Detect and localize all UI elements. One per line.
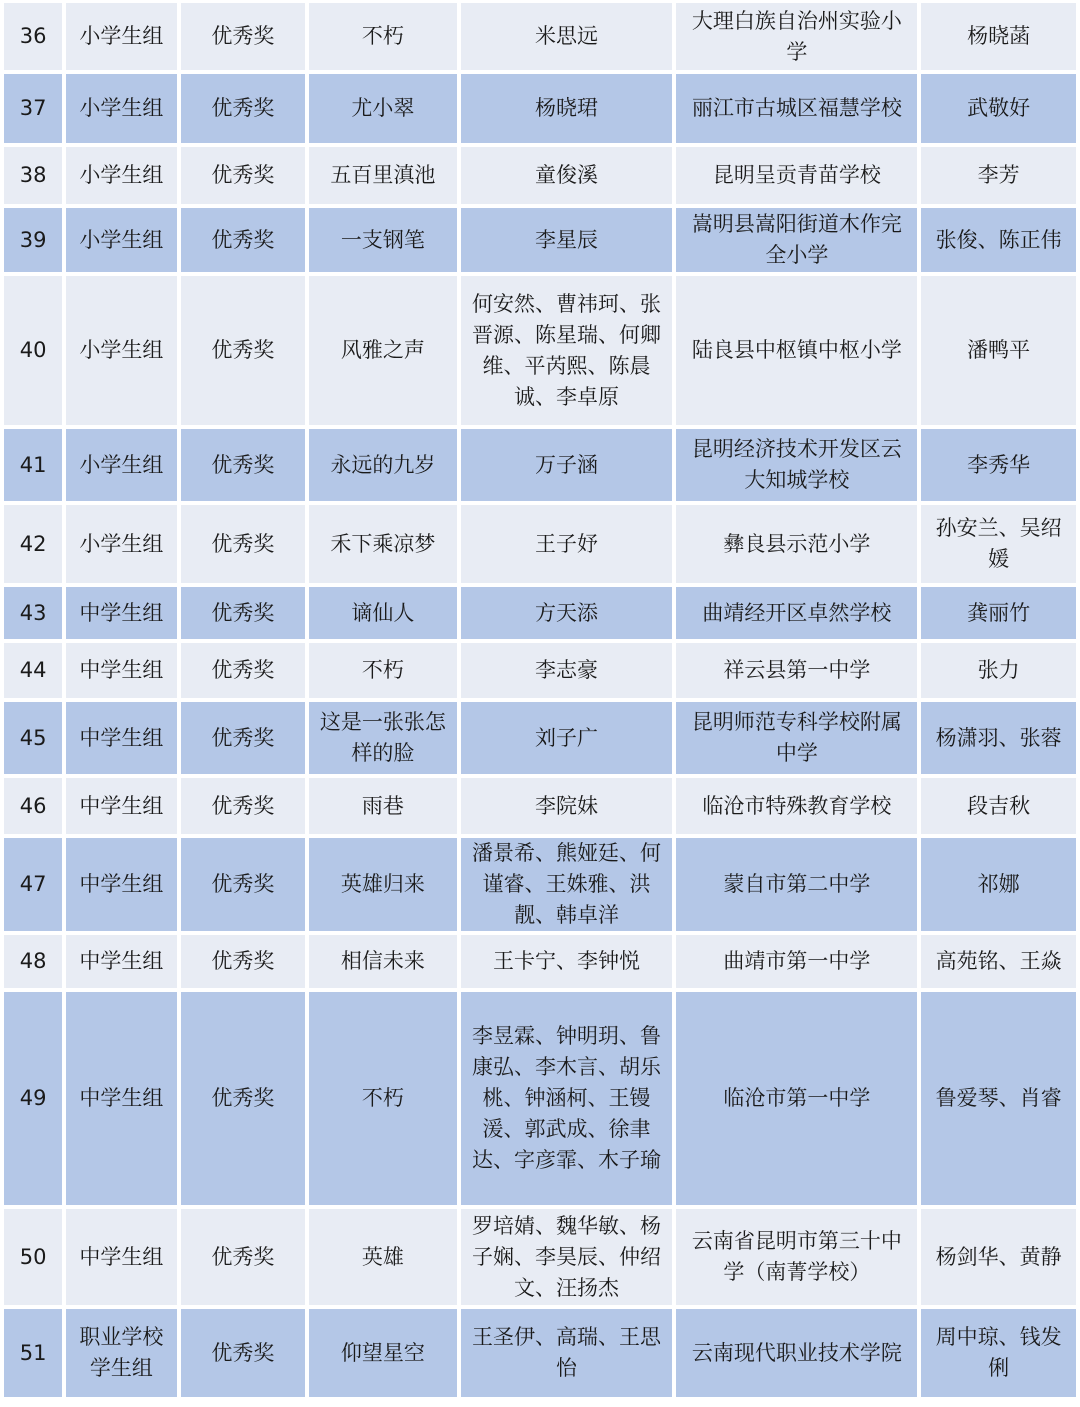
award-cell: 优秀奖 xyxy=(181,643,305,698)
award-cell: 优秀奖 xyxy=(181,74,305,143)
table-row xyxy=(4,74,1076,143)
teacher-cell: 武敬好 xyxy=(921,74,1076,143)
school-cell: 蒙自市第二中学 xyxy=(676,838,917,931)
row-number: 42 xyxy=(4,505,62,583)
school-cell: 云南现代职业技术学院 xyxy=(676,1309,917,1397)
row-number: 39 xyxy=(4,208,62,272)
group-cell: 中学生组 xyxy=(66,992,176,1205)
table-row xyxy=(4,3,1076,70)
row-number: 41 xyxy=(4,429,62,501)
teacher-cell: 鲁爱琴、肖睿 xyxy=(921,992,1076,1205)
group-cell: 小学生组 xyxy=(66,74,176,143)
work-title-cell: 英雄归来 xyxy=(309,838,457,931)
award-cell: 优秀奖 xyxy=(181,147,305,204)
school-cell: 昆明经济技术开发区云大知城学校 xyxy=(676,429,917,501)
award-cell: 优秀奖 xyxy=(181,778,305,834)
school-cell: 大理白族自治州实验小学 xyxy=(676,3,917,70)
group-cell: 小学生组 xyxy=(66,505,176,583)
table-row xyxy=(4,429,1076,501)
group-cell: 中学生组 xyxy=(66,643,176,698)
authors-cell: 何安然、曹祎珂、张晋源、陈星瑞、何卿维、平芮熙、陈晨诚、李卓原 xyxy=(461,276,673,425)
school-cell: 临沧市特殊教育学校 xyxy=(676,778,917,834)
award-cell: 优秀奖 xyxy=(181,3,305,70)
table-row xyxy=(4,992,1076,1205)
work-title-cell: 不朽 xyxy=(309,643,457,698)
work-title-cell: 风雅之声 xyxy=(309,276,457,425)
row-number: 44 xyxy=(4,643,62,698)
row-number: 46 xyxy=(4,778,62,834)
group-cell: 中学生组 xyxy=(66,778,176,834)
row-number: 49 xyxy=(4,992,62,1205)
authors-cell: 米思远 xyxy=(461,3,673,70)
award-cell: 优秀奖 xyxy=(181,587,305,639)
teacher-cell: 杨剑华、黄静 xyxy=(921,1209,1076,1305)
teacher-cell: 段吉秋 xyxy=(921,778,1076,834)
group-cell: 中学生组 xyxy=(66,587,176,639)
work-title-cell: 仰望星空 xyxy=(309,1309,457,1397)
table-row xyxy=(4,935,1076,988)
table-row xyxy=(4,147,1076,204)
school-cell: 丽江市古城区福慧学校 xyxy=(676,74,917,143)
teacher-cell: 潘鸭平 xyxy=(921,276,1076,425)
teacher-cell: 张力 xyxy=(921,643,1076,698)
award-cell: 优秀奖 xyxy=(181,429,305,501)
teacher-cell: 张俊、陈正伟 xyxy=(921,208,1076,272)
authors-cell: 李志豪 xyxy=(461,643,673,698)
work-title-cell: 英雄 xyxy=(309,1209,457,1305)
authors-cell: 罗培婧、魏华敏、杨子娴、李昊辰、仲绍文、汪扬杰 xyxy=(461,1209,673,1305)
teacher-cell: 龚丽竹 xyxy=(921,587,1076,639)
row-number: 40 xyxy=(4,276,62,425)
table-row xyxy=(4,778,1076,834)
award-cell: 优秀奖 xyxy=(181,1309,305,1397)
teacher-cell: 孙安兰、吴绍媛 xyxy=(921,505,1076,583)
work-title-cell: 一支钢笔 xyxy=(309,208,457,272)
award-cell: 优秀奖 xyxy=(181,276,305,425)
school-cell: 嵩明县嵩阳街道木作完全小学 xyxy=(676,208,917,272)
authors-cell: 潘景希、熊娅廷、何谨睿、王姝雅、洪靓、韩卓洋 xyxy=(461,838,673,931)
work-title-cell: 不朽 xyxy=(309,3,457,70)
work-title-cell: 雨巷 xyxy=(309,778,457,834)
group-cell: 小学生组 xyxy=(66,429,176,501)
authors-cell: 李昱霖、钟明玥、鲁康弘、李木言、胡乐桃、钟涵柯、王镘湲、郭武成、徐聿达、字彦霏、木子瑜 xyxy=(461,992,673,1205)
award-cell: 优秀奖 xyxy=(181,702,305,774)
table-row xyxy=(4,505,1076,583)
group-cell: 小学生组 xyxy=(66,276,176,425)
group-cell: 中学生组 xyxy=(66,838,176,931)
teacher-cell: 杨晓菡 xyxy=(921,3,1076,70)
table-row xyxy=(4,1309,1076,1397)
award-cell: 优秀奖 xyxy=(181,838,305,931)
row-number: 50 xyxy=(4,1209,62,1305)
award-cell: 优秀奖 xyxy=(181,1209,305,1305)
table-row xyxy=(4,1209,1076,1305)
row-number: 48 xyxy=(4,935,62,988)
row-number: 43 xyxy=(4,587,62,639)
work-title-cell: 不朽 xyxy=(309,992,457,1205)
school-cell: 彝良县示范小学 xyxy=(676,505,917,583)
authors-cell: 杨晓珺 xyxy=(461,74,673,143)
work-title-cell: 禾下乘凉梦 xyxy=(309,505,457,583)
school-cell: 曲靖市第一中学 xyxy=(676,935,917,988)
authors-cell: 方天添 xyxy=(461,587,673,639)
group-cell: 职业学校学生组 xyxy=(66,1309,176,1397)
work-title-cell: 永远的九岁 xyxy=(309,429,457,501)
school-cell: 临沧市第一中学 xyxy=(676,992,917,1205)
authors-cell: 刘子广 xyxy=(461,702,673,774)
row-number: 51 xyxy=(4,1309,62,1397)
row-number: 36 xyxy=(4,3,62,70)
authors-cell: 王卡宁、李钟悦 xyxy=(461,935,673,988)
table-row xyxy=(4,276,1076,425)
authors-cell: 童俊溪 xyxy=(461,147,673,204)
table-row xyxy=(4,702,1076,774)
table-row xyxy=(4,208,1076,272)
row-number: 45 xyxy=(4,702,62,774)
school-cell: 昆明师范专科学校附属中学 xyxy=(676,702,917,774)
group-cell: 小学生组 xyxy=(66,147,176,204)
work-title-cell: 谪仙人 xyxy=(309,587,457,639)
table-row xyxy=(4,838,1076,931)
work-title-cell: 尤小翠 xyxy=(309,74,457,143)
work-title-cell: 相信未来 xyxy=(309,935,457,988)
authors-cell: 李星辰 xyxy=(461,208,673,272)
award-cell: 优秀奖 xyxy=(181,935,305,988)
authors-cell: 王圣伊、高瑞、王思怡 xyxy=(461,1309,673,1397)
work-title-cell: 五百里滇池 xyxy=(309,147,457,204)
award-cell: 优秀奖 xyxy=(181,208,305,272)
authors-cell: 万子涵 xyxy=(461,429,673,501)
group-cell: 中学生组 xyxy=(66,1209,176,1305)
school-cell: 昆明呈贡青苗学校 xyxy=(676,147,917,204)
row-number: 38 xyxy=(4,147,62,204)
teacher-cell: 高苑铭、王焱 xyxy=(921,935,1076,988)
award-cell: 优秀奖 xyxy=(181,505,305,583)
group-cell: 中学生组 xyxy=(66,935,176,988)
row-number: 47 xyxy=(4,838,62,931)
authors-cell: 李院妹 xyxy=(461,778,673,834)
teacher-cell: 杨潇羽、张蓉 xyxy=(921,702,1076,774)
row-number: 37 xyxy=(4,74,62,143)
group-cell: 小学生组 xyxy=(66,208,176,272)
school-cell: 祥云县第一中学 xyxy=(676,643,917,698)
school-cell: 曲靖经开区卓然学校 xyxy=(676,587,917,639)
authors-cell: 王子妤 xyxy=(461,505,673,583)
teacher-cell: 周中琼、钱发俐 xyxy=(921,1309,1076,1397)
teacher-cell: 李芳 xyxy=(921,147,1076,204)
group-cell: 中学生组 xyxy=(66,702,176,774)
school-cell: 云南省昆明市第三十中学（南菁学校） xyxy=(676,1209,917,1305)
award-cell: 优秀奖 xyxy=(181,992,305,1205)
teacher-cell: 李秀华 xyxy=(921,429,1076,501)
group-cell: 小学生组 xyxy=(66,3,176,70)
table-row xyxy=(4,643,1076,698)
work-title-cell: 这是一张张怎样的脸 xyxy=(309,702,457,774)
teacher-cell: 祁娜 xyxy=(921,838,1076,931)
school-cell: 陆良县中枢镇中枢小学 xyxy=(676,276,917,425)
table-row xyxy=(4,587,1076,639)
